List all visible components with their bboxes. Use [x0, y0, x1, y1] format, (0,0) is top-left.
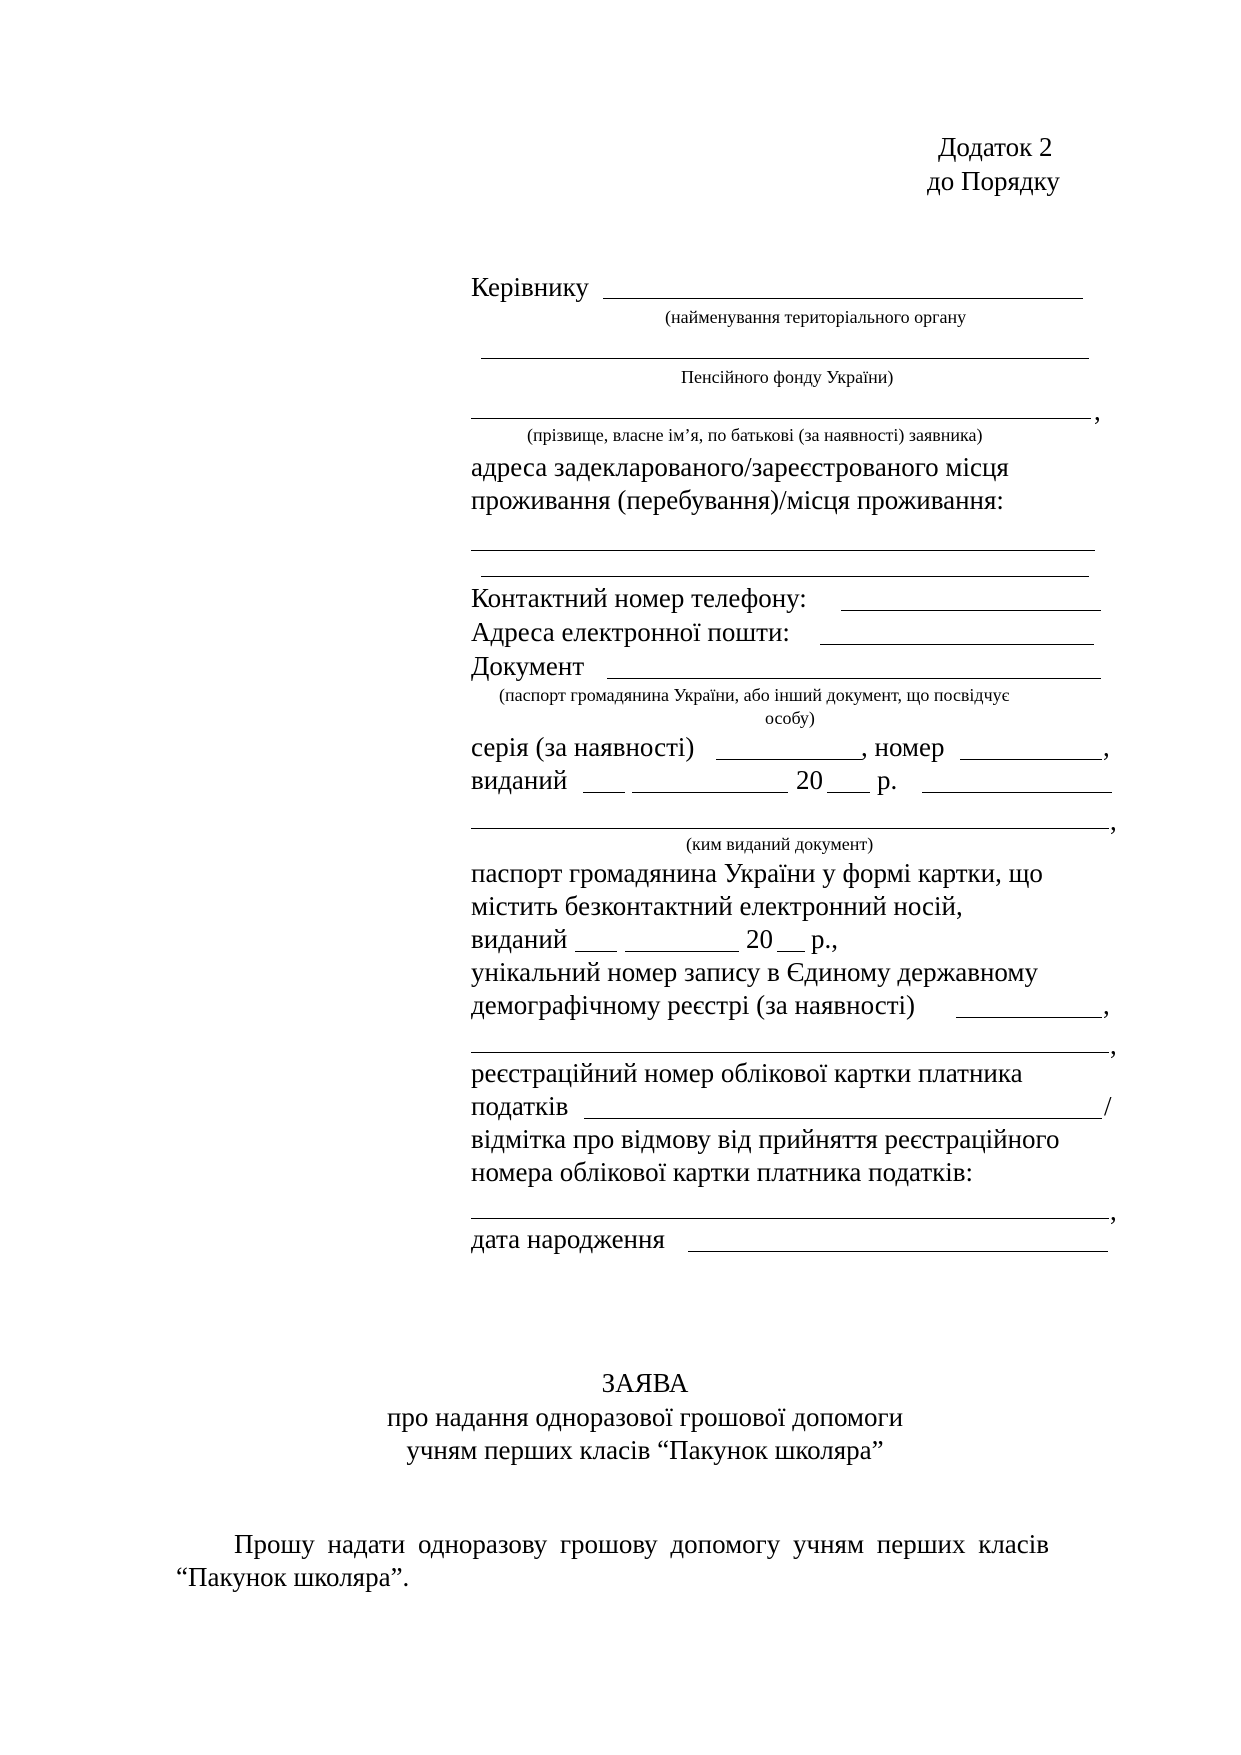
number-label: , номер: [861, 732, 945, 762]
appendix-label: Додаток 2: [938, 132, 1053, 162]
issuer-hint: (ким виданий документ): [686, 834, 874, 854]
issued-year-prefix: 20: [796, 765, 823, 795]
address-field-line1[interactable]: [471, 550, 1095, 551]
pension-fund-hint: Пенсійного фонду України): [681, 367, 894, 387]
series-field[interactable]: [716, 759, 862, 760]
phone-label: Контактний номер телефону:: [471, 583, 807, 613]
id-issued-year-suffix: р.,: [811, 924, 838, 954]
document-label: Документ: [471, 651, 585, 681]
comma: ,: [1110, 1196, 1117, 1226]
tax-number-field[interactable]: [584, 1118, 1102, 1119]
id-card-line2: містить безконтактний електронний носій,: [471, 891, 963, 921]
issued-extra-field[interactable]: [922, 792, 1112, 793]
statement-body-line1: Прошу надати одноразову грошову допомогу учням перших класів: [234, 1529, 1050, 1559]
statement-subtitle-line2: учням перших класів “Пакунок школяра”: [406, 1435, 884, 1465]
statement-body-line2: “Пакунок школяра”.: [176, 1562, 410, 1592]
phone-field[interactable]: [841, 610, 1101, 611]
tax-number-line2: податків: [471, 1091, 569, 1121]
issued-label: виданий: [471, 765, 568, 795]
id-issued-label: виданий: [471, 924, 568, 954]
refusal-mark-line2: номера облікової картки платника податків:: [471, 1157, 974, 1187]
comma: ,: [1103, 732, 1110, 762]
birth-date-label: дата народження: [471, 1224, 665, 1254]
address-label-line2: проживання (перебування)/місця проживання:: [471, 485, 1004, 515]
territorial-body-field[interactable]: [603, 298, 1083, 299]
address-field-line2[interactable]: [481, 576, 1089, 577]
id-card-line1: паспорт громадянина України у формі картки, що: [471, 858, 1043, 888]
email-label: Адреса електронної пошти:: [471, 617, 790, 647]
applicant-name-hint: (прізвище, власне ім’я, по батькові (за наявності) заявника): [527, 425, 983, 445]
unique-number-field[interactable]: [956, 1017, 1102, 1018]
document-hint-line2: особу): [765, 708, 815, 728]
id-issued-day-field[interactable]: [575, 951, 617, 952]
territorial-body-hint: (найменування територіального органу: [665, 307, 967, 327]
statement-subtitle-line1: про надання одноразової грошової допомоги: [386, 1402, 904, 1432]
recipient-head-label: Керівнику: [471, 272, 589, 302]
id-issued-year-prefix: 20: [746, 924, 773, 954]
comma: ,: [1110, 1030, 1117, 1060]
email-field[interactable]: [820, 644, 1094, 645]
refusal-mark-field[interactable]: [471, 1218, 1109, 1219]
slash: /: [1104, 1091, 1112, 1121]
address-label-line1: адреса задекларованого/зареєстрованого місця: [471, 452, 1009, 482]
comma: ,: [1094, 396, 1101, 426]
birth-date-field[interactable]: [688, 1251, 1108, 1252]
number-field[interactable]: [960, 759, 1102, 760]
applicant-name-field[interactable]: [471, 418, 1091, 419]
series-label: серія (за наявності): [471, 732, 695, 762]
issued-year-suffix: р.: [877, 765, 898, 795]
id-issued-month-field[interactable]: [625, 951, 739, 952]
document-hint-line1: (паспорт громадянина України, або інший документ, що посвідчує: [499, 685, 1010, 705]
tax-number-line1: реєстраційний номер облікової картки платника: [471, 1058, 1023, 1088]
document-field[interactable]: [607, 678, 1101, 679]
refusal-mark-line1: відмітка про відмову від прийняття реєстраційного: [471, 1124, 1060, 1154]
issued-year-field[interactable]: [827, 792, 870, 793]
id-issued-year-field[interactable]: [777, 951, 805, 952]
issued-month-field[interactable]: [632, 792, 788, 793]
issued-day-field[interactable]: [583, 792, 625, 793]
pension-fund-field[interactable]: [481, 358, 1089, 359]
statement-title: ЗАЯВА: [601, 1368, 689, 1398]
appendix-reference: до Порядку: [927, 166, 1060, 196]
comma: ,: [1103, 990, 1110, 1020]
unique-number-line1: унікальний номер запису в Єдиному державному: [471, 957, 1038, 987]
comma: ,: [1110, 806, 1117, 836]
issuer-field[interactable]: [471, 828, 1109, 829]
unique-number-line2: демографічному реєстрі (за наявності): [471, 990, 916, 1020]
unique-number-extra-field[interactable]: [471, 1052, 1109, 1053]
